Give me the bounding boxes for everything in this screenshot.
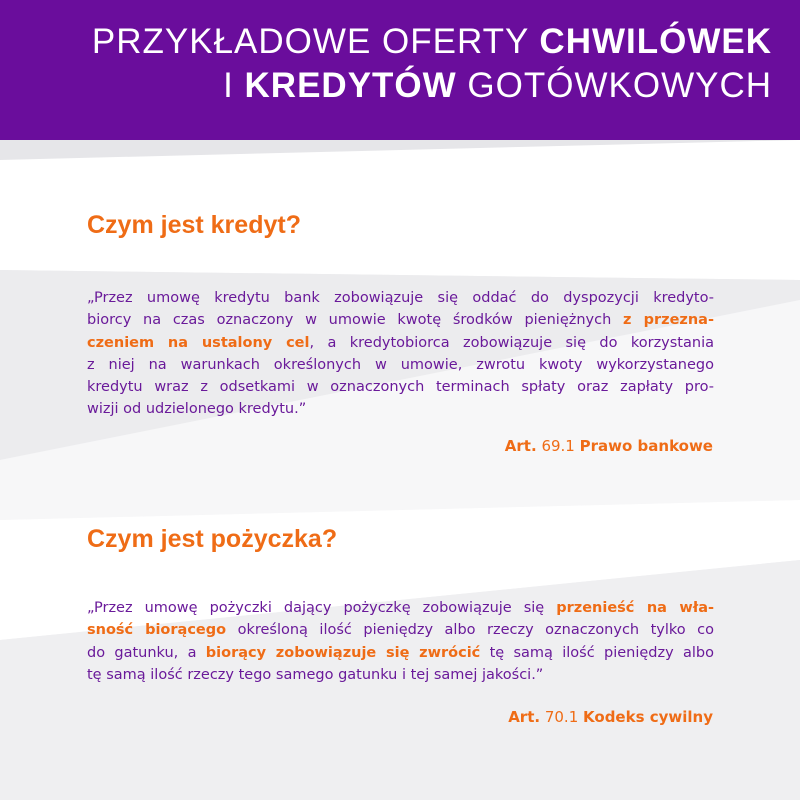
header-title-line-2 [223,66,772,106]
citation-number: 69.1 [541,437,575,455]
quote-text: do gatunku, a [87,644,206,661]
header-line1-bold: CHWILÓWEK [539,22,772,61]
quote-text: biorcy na czas oznaczony w umowie kwotę środków pieniężnych [87,312,624,329]
quote-text: określoną ilość pieniędzy albo rzeczy oznaczonych tylko co [226,622,714,639]
header-line2-prefix: I [223,66,245,105]
quote-highlight: z przezna- [623,312,714,329]
quote-text: , a kredytobiorca zobowiązuje się do korzystania [309,334,714,351]
quote-line: tę samą ilość rzeczy tego samego gatunku i tej samej jakości.” [87,666,544,683]
quote-pozyczka [87,597,714,686]
stripe-2 [0,140,800,280]
quote-line [87,642,714,664]
section-title-kredyt: Czym jest kredyt? [87,211,301,239]
quote-line [87,332,714,354]
quote-line [87,309,714,331]
citation-source: Kodeks cywilny [583,708,713,726]
quote-line: kredytu wraz z odsetkami w oznaczonych terminach spłaty oraz zapłaty pro- [87,379,714,396]
quote-line [87,597,714,619]
header-line2-normal: GOTÓWKOWYCH [456,66,772,105]
quote-highlight: sność biorącego [87,622,227,639]
citation-art: Art. [504,437,537,455]
citation-pozyczka [508,708,713,726]
citation-source: Prawo bankowe [579,437,713,455]
quote-text: „Przez umowę pożyczki dający pożyczkę zobowiązuje się [87,600,557,616]
header-line1-normal: PRZYKŁADOWE OFERTY [91,22,540,61]
quote-kredyt [87,287,714,421]
section-title-pozyczka: Czym jest pożyczka? [87,525,338,553]
header-title-line-1 [92,22,772,62]
quote-line [87,619,714,641]
citation-art: Art. [508,708,541,726]
citation-kredyt [505,437,713,455]
quote-line: wizji od udzielonego kredytu.” [87,401,307,418]
quote-text: tę samą ilość pieniędzy albo [480,644,714,661]
citation-number: 70.1 [544,708,579,726]
quote-highlight: czeniem na ustalony cel [87,334,310,351]
quote-line: z niej na warunkach określonych w umowie, zwrotu kwoty wykorzystanego [87,356,714,373]
quote-highlight: biorący zobowiązuje się zwrócić [205,644,481,661]
page-header [0,0,800,140]
header-line2-bold: KREDYTÓW [244,66,457,105]
quote-line: „Przez umowę kredytu bank zobowiązuje się oddać do dyspozycji kredyto- [87,290,714,306]
quote-highlight: przenieść na wła- [556,600,714,616]
